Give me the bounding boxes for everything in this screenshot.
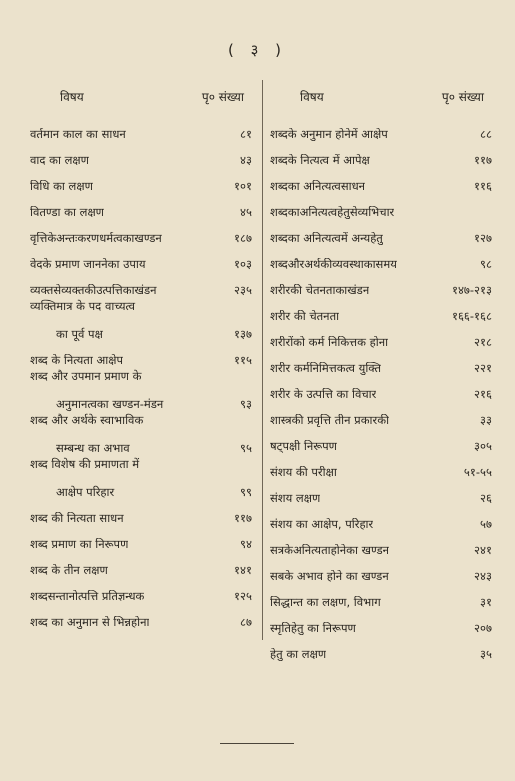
entry-subject-continued: अनुमानत्वका खण्डन-मंडन xyxy=(56,397,164,411)
index-entry xyxy=(270,534,492,560)
entry-subject: वर्तमान काल का साधन xyxy=(30,128,126,141)
entry-subject: सिद्धान्त का लक्षण, विभाग xyxy=(270,596,381,609)
footer-rule xyxy=(220,743,294,744)
index-entry xyxy=(30,118,252,144)
left-header-page-number: पृ० संख्या xyxy=(201,90,244,104)
entry-page-number: ११७ xyxy=(474,153,492,167)
entry-subject: संशय लक्षण xyxy=(270,492,321,505)
entry-subject: शब्दकाअनित्यत्वहेतुसेव्यभिचार xyxy=(270,206,395,219)
entry-subject: वाद का लक्षण xyxy=(30,154,89,167)
entry-subject: वेदके प्रमाण जाननेका उपाय xyxy=(30,258,146,271)
entry-subject-continued: आक्षेप परिहार xyxy=(56,485,115,499)
entry-page-number: २६ xyxy=(480,491,492,505)
entry-subject: शब्द के नित्यता आक्षेप xyxy=(30,354,123,367)
entry-subject: शब्द विशेष की प्रमाणता में xyxy=(30,457,140,471)
entry-page-number: ११५ xyxy=(234,353,252,367)
entry-page-number: २१६ xyxy=(474,387,492,401)
entry-subject: वृत्तिकेअन्तःकरणधर्मत्वकाखण्डन xyxy=(30,232,162,245)
entry-subject: हेतु का लक्षण xyxy=(270,648,327,661)
entry-subject-continued: का पूर्व पक्ष xyxy=(56,327,103,341)
entry-subject: शरीरोंको कर्म निकित्तक होना xyxy=(270,336,389,349)
index-entry xyxy=(270,300,492,326)
entry-page-number: १२५ xyxy=(234,589,252,603)
index-entry xyxy=(270,404,492,430)
index-entry xyxy=(270,222,492,248)
entry-page-number: ९९ xyxy=(240,485,252,499)
right-header-page-number: पृ० संख्या xyxy=(441,90,484,104)
left-column-header xyxy=(30,88,252,108)
entry-page-number: १४१ xyxy=(234,563,252,577)
entry-subject: शब्दसन्तानोत्पत्ति प्रतिज्ञन्धक xyxy=(30,590,145,603)
entry-subject: स्मृतिहेतु का निरूपण xyxy=(270,622,356,635)
entry-page-number: १०१ xyxy=(234,179,252,193)
entry-page-number: १४७-२१३ xyxy=(451,283,492,297)
entry-page-number: १२७ xyxy=(474,231,492,245)
left-header-subject: विषय xyxy=(60,90,84,104)
index-entry xyxy=(30,370,252,414)
index-entry xyxy=(30,196,252,222)
index-entry xyxy=(30,144,252,170)
right-index-column xyxy=(270,88,492,664)
entry-subject: षट्पक्षी निरूपण xyxy=(270,440,337,453)
index-entry xyxy=(270,612,492,638)
entry-subject: शरीर के उत्पत्ति का विचार xyxy=(270,388,377,401)
entry-subject: शब्द और उपमान प्रमाण के xyxy=(30,369,142,383)
entry-subject: शब्दका अनित्यत्वमें अन्यहेतु xyxy=(270,232,383,245)
entry-subject: शरीर की चेतनता xyxy=(270,310,340,323)
entry-page-number: १०३ xyxy=(234,257,252,271)
entry-subject: शरीरकी चेतनताकाखंडन xyxy=(270,284,370,297)
entry-page-number: ९५ xyxy=(240,441,252,455)
index-entry xyxy=(30,248,252,274)
index-entry xyxy=(30,222,252,248)
entry-subject: व्यक्तिमात्र के पद वाच्यत्व xyxy=(30,299,135,313)
index-entry xyxy=(270,456,492,482)
entry-subject-continued: सम्बन्ध का अभाव xyxy=(56,441,130,455)
index-entry xyxy=(30,414,252,458)
entry-page-number: २२१ xyxy=(474,361,492,375)
index-entry xyxy=(30,502,252,528)
entry-page-number: ८१ xyxy=(240,127,252,141)
index-entry xyxy=(270,118,492,144)
entry-subject: शब्द और अर्थके स्वाभाविक xyxy=(30,413,144,427)
entry-page-number: ३०५ xyxy=(474,439,492,453)
index-entry xyxy=(270,144,492,170)
entry-subject: शास्त्रकी प्रवृत्ति तीन प्रकारकी xyxy=(270,414,390,427)
entry-subject: शब्दका अनित्यत्वसाधन xyxy=(270,180,366,193)
entry-page-number: २४१ xyxy=(474,543,492,557)
index-entry xyxy=(30,606,252,632)
entry-page-number: ३१ xyxy=(480,595,492,609)
entry-page-number: ४३ xyxy=(240,153,252,167)
entry-page-number: ८८ xyxy=(480,127,492,141)
right-header-subject: विषय xyxy=(300,90,324,104)
index-entry xyxy=(270,430,492,456)
index-entry xyxy=(30,554,252,580)
index-entry xyxy=(270,352,492,378)
entry-page-number: ९४ xyxy=(240,537,252,551)
entry-page-number: २१८ xyxy=(474,335,492,349)
column-divider xyxy=(262,80,263,640)
page-number: ( ३ ) xyxy=(227,41,288,59)
index-entry xyxy=(270,196,492,222)
right-column-header xyxy=(270,88,492,108)
index-entry xyxy=(270,170,492,196)
entry-page-number: ४५ xyxy=(240,205,252,219)
index-entry xyxy=(270,638,492,664)
index-entry xyxy=(270,378,492,404)
left-index-column xyxy=(30,88,252,632)
entry-page-number: ९८ xyxy=(480,257,492,271)
entry-subject: संशय की परीक्षा xyxy=(270,466,337,479)
entry-subject: शब्दके नित्यत्व में आपेक्ष xyxy=(270,154,370,167)
index-entry xyxy=(270,248,492,274)
entry-page-number: ५१-५५ xyxy=(463,465,492,479)
entry-subject: सत्रकेअनित्यताहोनेका खण्डन xyxy=(270,544,389,557)
entry-subject: शब्द के तीन लक्षण xyxy=(30,564,108,577)
entry-page-number: १६६-१६८ xyxy=(451,309,492,323)
index-entry xyxy=(30,170,252,196)
index-entry xyxy=(30,274,252,300)
index-entry xyxy=(270,586,492,612)
entry-page-number: ८७ xyxy=(240,615,252,629)
entry-page-number: ३५ xyxy=(480,647,492,661)
index-entry xyxy=(30,344,252,370)
entry-subject: शब्द की नित्यता साधन xyxy=(30,512,124,525)
entry-subject: शब्दके अनुमान होनेमें आक्षेप xyxy=(270,128,388,141)
entry-subject: वितण्डा का लक्षण xyxy=(30,206,104,219)
entry-subject: शब्द का अनुमान से भिन्नहोना xyxy=(30,616,150,629)
entry-page-number: २४३ xyxy=(474,569,492,583)
entry-subject: सबके अभाव होने का खण्डन xyxy=(270,570,389,583)
entry-page-number: १८७ xyxy=(234,231,252,245)
entry-page-number: २०७ xyxy=(474,621,492,635)
entry-subject: विधि का लक्षण xyxy=(30,180,93,193)
entry-subject: संशय का आक्षेप, परिहार xyxy=(270,518,374,531)
entry-subject: शब्दऔरअर्थकीव्यवस्थाकासमय xyxy=(270,258,397,271)
entry-page-number: ११७ xyxy=(234,511,252,525)
entry-page-number: ३३ xyxy=(480,413,492,427)
index-entry xyxy=(270,508,492,534)
index-entry xyxy=(270,326,492,352)
entry-page-number: २३५ xyxy=(234,283,252,297)
entry-subject: व्यक्तसेव्यक्तकीउत्पत्तिकाखंडन xyxy=(30,284,157,297)
entry-subject: शरीर कर्मनिमित्तकत्व युक्ति xyxy=(270,362,382,375)
right-entry-list xyxy=(270,118,492,664)
entry-page-number: ११६ xyxy=(474,179,492,193)
index-entry xyxy=(270,560,492,586)
index-entry xyxy=(30,300,252,344)
entry-page-number: १३७ xyxy=(234,327,252,341)
index-entry xyxy=(270,482,492,508)
index-entry xyxy=(270,274,492,300)
entry-page-number: ५७ xyxy=(480,517,492,531)
index-entry xyxy=(30,458,252,502)
entry-subject: शब्द प्रमाण का निरूपण xyxy=(30,538,129,551)
index-entry xyxy=(30,580,252,606)
left-entry-list xyxy=(30,118,252,632)
entry-page-number: ९३ xyxy=(240,397,252,411)
index-entry xyxy=(30,528,252,554)
